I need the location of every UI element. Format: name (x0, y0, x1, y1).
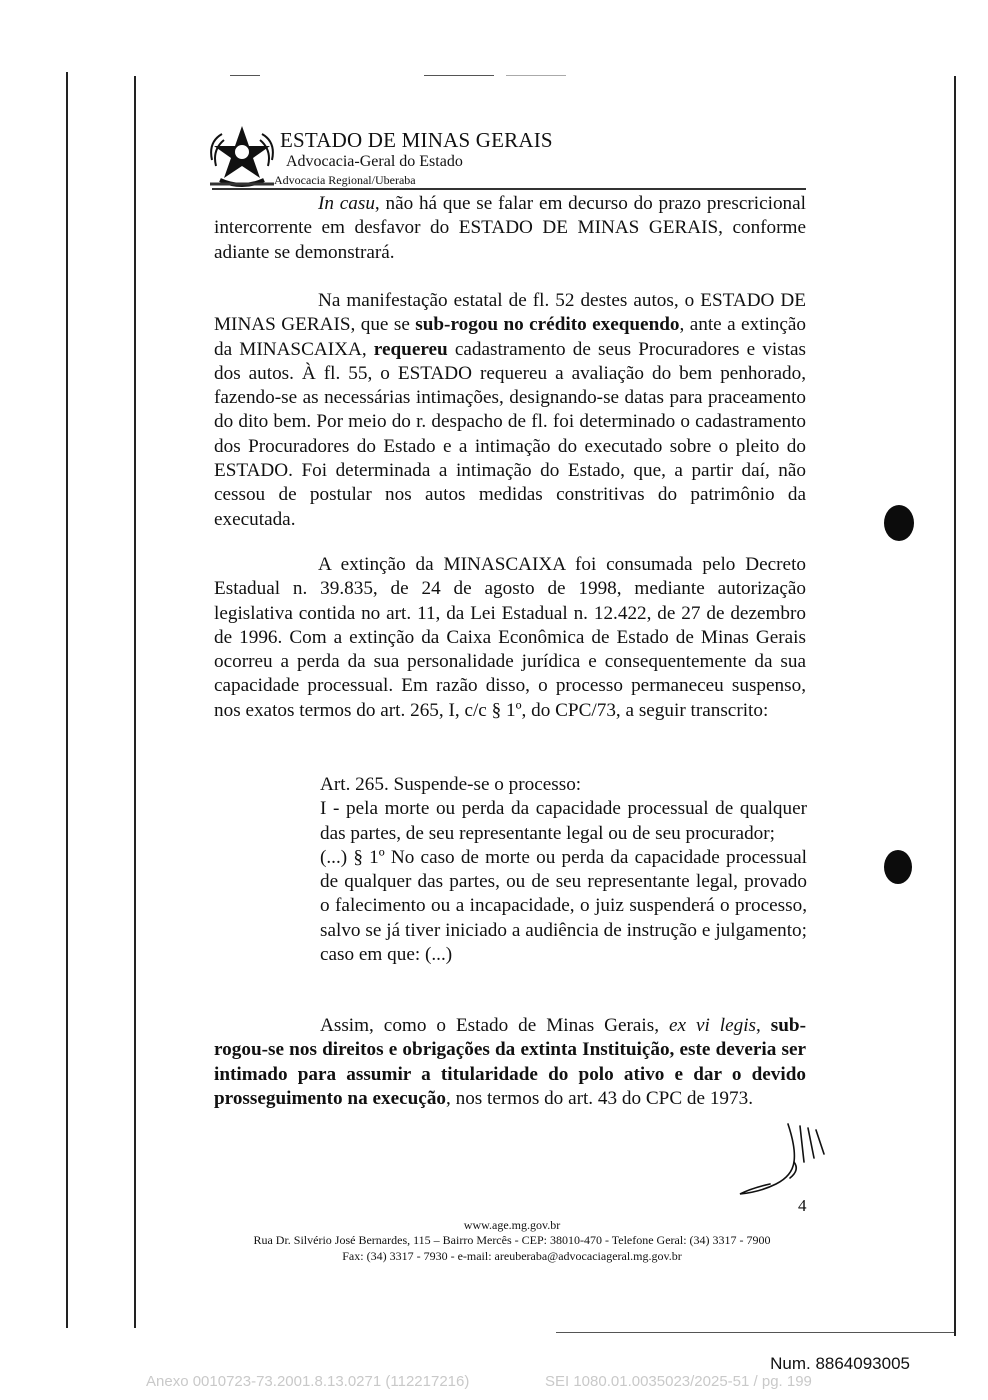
paragraph-2-bold-1: sub-rogou no crédito exequendo (415, 314, 680, 336)
top-dash-1 (230, 75, 260, 76)
page-number: 4 (798, 1196, 807, 1215)
footer-contact: Fax: (34) 3317 - 7930 - e-mail: areuberaba@advocaciageral.mg.gov.br (342, 1249, 682, 1263)
bottom-dash (556, 1332, 954, 1333)
paragraph-1 (214, 192, 806, 265)
paragraph-1-text: , não há que se falar em decurso do prazo prescricional intercorrente em desfavor do ESTADO DE MINAS GERAIS, conforme adiante se demonstrará. (214, 193, 806, 263)
paragraph-2-part-a: Na manifestação estatal de fl. 52 destes autos, o ESTADO DE MINAS GERAIS, que se (214, 290, 806, 336)
header-divider (212, 188, 806, 190)
header-subtitle: Advocacia-Geral do Estado (286, 153, 463, 170)
paragraph-4 (214, 1014, 806, 1111)
left-margin-line-outer (66, 72, 68, 1328)
legal-quotation (320, 773, 807, 967)
paragraph-1-intro: In casu (318, 193, 375, 214)
quote-line-1: Art. 265. Suspende-se o processo: (320, 774, 582, 795)
paragraph-2-bold-2: requereu (373, 338, 448, 360)
top-dash-3 (506, 75, 566, 76)
paragraph-3-text: A extinção da MINASCAIXA foi consumada pelo Decreto Estadual n. 39.835, de 24 de agosto de 1998, mediante autorização legislativa contida no art. 11, da Lei Estadual n. 12.422, de 27 de dezembro de 1996. Com a extinção da Caixa Econômica de Estado de Minas Gerais ocorreu a perda da sua personalidade jurídica e consequentemente da sua capacidade processual. Em razão disso, o processo permaneceu suspenso, nos exatos termos do art. 265, I, c/c § 1º, do CPC/73, a seguir transcrito: (214, 554, 806, 721)
annex-reference: Anexo 0010723-73.2001.8.13.0271 (112217216) (146, 1373, 470, 1390)
paragraph-4-italic: ex vi legis (668, 1015, 757, 1036)
paragraph-3 (214, 553, 806, 723)
quote-line-3: (...) § 1º No caso de morte ou perda da capacidade processual de qualquer das partes, ou de seu representante legal, provado o falecimento ou a incapacidade, o juiz suspenderá o processo, salvo se já tiver iniciado a audiência de instrução e julgamento; caso em que: (...) (320, 846, 807, 966)
sei-reference: SEI 1080.01.0035023/2025-51 / pg. 199 (545, 1373, 812, 1390)
paragraph-2-part-c: , ante a extinção da MINASCAIXA, (214, 314, 806, 360)
paragraph-4-bold: sub-rogou-se nos direitos e obrigações da extinta Instituição, este deveria ser intimado para assumir a titularidade do polo ativo e dar o devido prosseguimento na execução (214, 1015, 806, 1109)
coat-of-arms-icon (202, 120, 282, 190)
header-office: Advocacia Regional/Uberaba (274, 173, 416, 187)
footer-website: www.age.mg.gov.br (463, 1218, 561, 1232)
left-margin-line-inner (134, 76, 136, 1328)
quote-line-2: I - pela morte ou perda da capacidade processual de qualquer das partes, de seu representante legal ou de seu procurador; (320, 798, 807, 844)
punch-hole-mark-1 (884, 505, 914, 541)
paragraph-4-part-a: Assim, como o Estado de Minas Gerais, (320, 1015, 669, 1036)
paragraph-2-part-e: cadastramento de seus Procuradores e vistas dos autos. À fl. 55, o ESTADO requereu a avaliação do bem penhorado, fazendo-se as necessárias intimações, designando-se datas para praceamento do dito bem. Por meio do r. despacho de fl. foi determinado o cadastramento dos Procuradores do Estado e a intimação do executado sobre o pleito do ESTADO. Foi determinada a intimação do Estado, que, a partir daí, não cessou de postular nos autos medidas constritivas do patrimônio da executada. (214, 338, 806, 530)
document-number: Num. 8864093005 (770, 1354, 910, 1373)
right-margin-line (954, 76, 956, 1336)
paragraph-4-part-e: , nos termos do art. 43 do CPC de 1973. (446, 1087, 754, 1109)
paragraph-4-part-c: , (756, 1015, 771, 1036)
footer-address: Rua Dr. Silvério José Bernardes, 115 – Bairro Mercês - CEP: 38010-470 - Telefone Geral: (34) 3317 - 7900 (253, 1233, 771, 1247)
signature-mark (730, 1118, 840, 1198)
paragraph-2 (214, 289, 806, 532)
top-dash-2 (424, 75, 494, 76)
header-title: ESTADO DE MINAS GERAIS (280, 128, 553, 152)
punch-hole-mark-2 (884, 850, 912, 884)
